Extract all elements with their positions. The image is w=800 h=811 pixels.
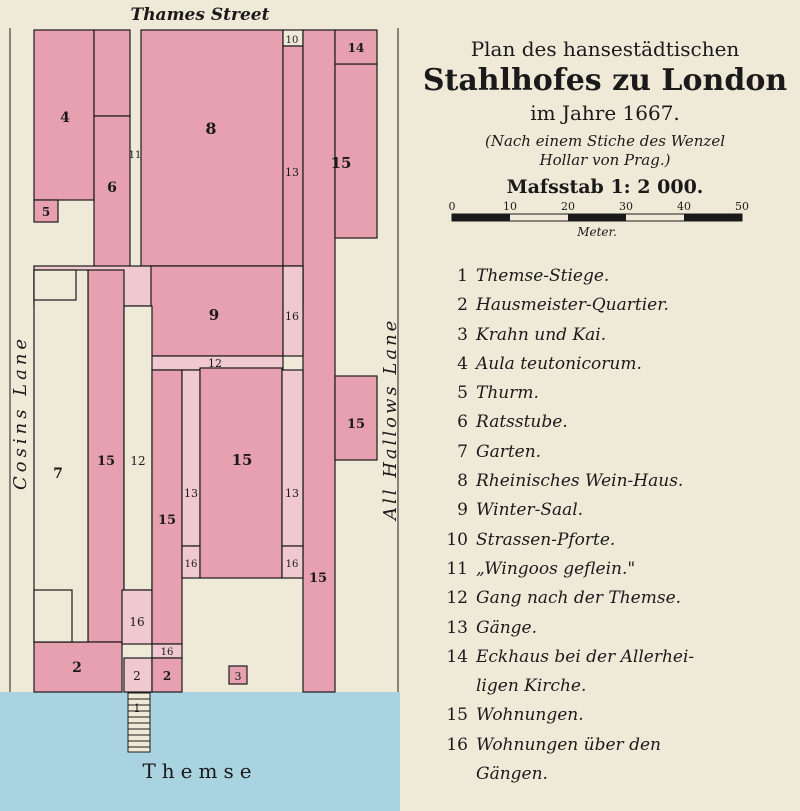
key-item: 10 Strassen-Pforte. bbox=[446, 529, 616, 550]
themse-stiege bbox=[128, 692, 150, 752]
plot-8 bbox=[141, 30, 283, 266]
label-12a: 12 bbox=[208, 357, 222, 370]
plot-4-top bbox=[94, 30, 130, 116]
key-item: 7 Garten. bbox=[457, 441, 542, 462]
label-13a: 13 bbox=[285, 166, 299, 179]
key-item: 15 Wohnungen. bbox=[446, 705, 584, 726]
street-west: Cosins Lane bbox=[10, 334, 31, 490]
source-note-2: Hollar von Prag.) bbox=[539, 151, 671, 169]
plot-13-mid-right bbox=[282, 370, 303, 546]
scale-tick-0: 0 bbox=[448, 200, 456, 213]
plot-15-east-upper bbox=[335, 64, 377, 238]
label-13c: 13 bbox=[285, 487, 299, 500]
key-item: 16 Wohnungen über den bbox=[446, 734, 661, 755]
plot-13-top bbox=[283, 46, 303, 266]
label-15d: 15 bbox=[231, 451, 253, 469]
scale-tick-20: 20 bbox=[561, 200, 575, 213]
label-15f: 15 bbox=[308, 571, 328, 586]
key-item: 12 Gang nach der Themse. bbox=[446, 588, 682, 609]
label-11: 11 bbox=[128, 150, 142, 161]
key-item: 3 Krahn und Kai. bbox=[457, 324, 607, 345]
key-item: 8 Rheinisches Wein-Haus. bbox=[457, 471, 684, 492]
title-line-3: im Jahre 1667. bbox=[530, 101, 680, 125]
plot-15-east bbox=[303, 30, 335, 692]
label-10: 10 bbox=[285, 35, 299, 46]
street-east: All Hallows Lane bbox=[380, 317, 401, 520]
key-item: 1 Themse-Stiege. bbox=[457, 266, 610, 286]
label-15c: 15 bbox=[96, 454, 116, 469]
scale-tick-30: 30 bbox=[619, 200, 633, 213]
label-9: 9 bbox=[208, 306, 220, 324]
plot-12-gang bbox=[124, 306, 152, 590]
label-16b: 16 bbox=[184, 559, 198, 570]
garden-top-box bbox=[34, 270, 76, 300]
label-8: 8 bbox=[205, 119, 217, 138]
key-item: 9 Winter-Saal. bbox=[457, 500, 584, 521]
scale-bar bbox=[420, 200, 790, 242]
label-13b: 13 bbox=[184, 487, 198, 500]
key-item: 14 Eckhaus bei der Allerhei- bbox=[446, 646, 695, 667]
street-north: Thames Street bbox=[130, 5, 270, 25]
plot-13-mid-left bbox=[182, 370, 200, 546]
label-14: 14 bbox=[347, 41, 365, 55]
garden-bottom-box bbox=[34, 590, 72, 642]
label-16a: 16 bbox=[285, 310, 299, 323]
label-6: 6 bbox=[107, 180, 117, 196]
garden-7 bbox=[34, 270, 88, 642]
label-16c: 16 bbox=[285, 559, 299, 570]
scale-tick-40: 40 bbox=[677, 200, 691, 213]
plot-15-inner bbox=[152, 370, 182, 644]
legend-key-list bbox=[438, 262, 788, 789]
key-item-continuation: Gängen. bbox=[476, 764, 548, 785]
label-3: 3 bbox=[234, 670, 242, 683]
key-item: 2 Hausmeister-Quartier. bbox=[457, 295, 669, 316]
label-1: 1 bbox=[133, 702, 141, 715]
scale-tick-10: 10 bbox=[503, 200, 517, 213]
label-2a: 2 bbox=[72, 660, 82, 676]
label-4: 4 bbox=[60, 110, 70, 126]
key-item: 6 Ratsstube. bbox=[457, 412, 568, 433]
key-item: 13 Gänge. bbox=[446, 617, 538, 638]
scale-tick-50: 50 bbox=[735, 200, 749, 213]
label-15a: 15 bbox=[330, 154, 352, 172]
label-12b: 12 bbox=[130, 454, 146, 468]
plot-15-center bbox=[200, 368, 282, 578]
label-2b: 2 bbox=[133, 669, 141, 683]
label-16e: 16 bbox=[160, 647, 174, 658]
key-item: 5 Thurm. bbox=[457, 383, 539, 404]
river-label: Themse bbox=[142, 759, 258, 783]
source-note-1: (Nach einem Stiche des Wenzel bbox=[484, 132, 725, 150]
title-line-2: Stahlhofes zu London bbox=[422, 63, 788, 98]
label-5: 5 bbox=[41, 205, 51, 219]
label-15b: 15 bbox=[346, 417, 366, 432]
label-15e: 15 bbox=[157, 513, 177, 528]
label-16d: 16 bbox=[129, 615, 145, 629]
label-2c: 2 bbox=[162, 669, 172, 683]
key-item: 11 „Wingoos geflein." bbox=[446, 558, 636, 579]
scale-label: Mafsstab 1: 2 000. bbox=[506, 176, 704, 198]
label-7: 7 bbox=[53, 466, 63, 482]
key-item: 4 Aula teutonicorum. bbox=[457, 353, 642, 374]
legend-header bbox=[420, 36, 790, 246]
scale-unit: Meter. bbox=[577, 225, 617, 239]
key-item-continuation: ligen Kirche. bbox=[476, 676, 587, 697]
river-themse bbox=[0, 692, 400, 811]
title-line-1: Plan des hansestädtischen bbox=[470, 37, 740, 61]
